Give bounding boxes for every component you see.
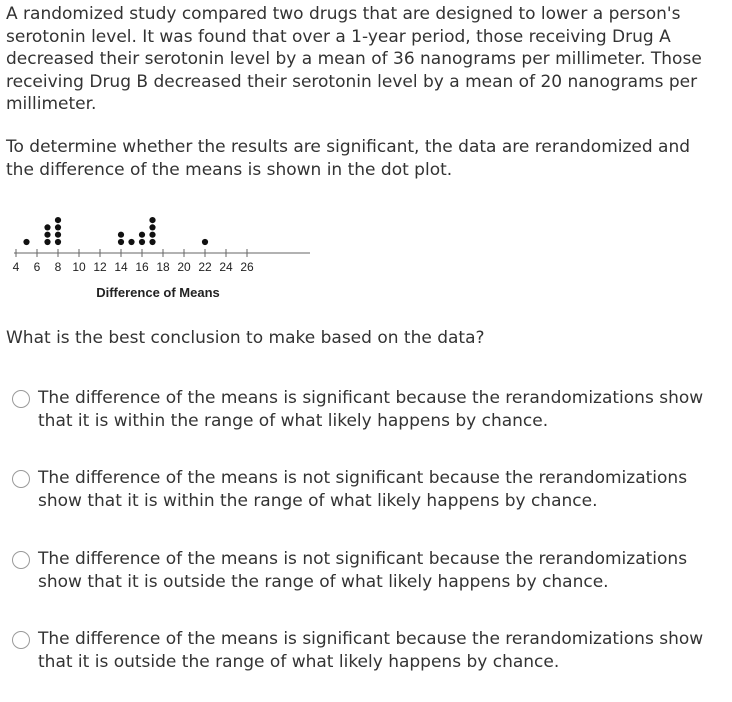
- option-b-label: The difference of the means is not significant because the rerandomizations show that it is within the range of what likely happens by chance.: [38, 468, 688, 511]
- data-dot: [55, 224, 61, 230]
- option-d[interactable]: [12, 628, 712, 678]
- tick-label: 8: [54, 260, 62, 274]
- tick-label: 6: [33, 260, 41, 274]
- data-dot: [55, 217, 61, 223]
- data-dot: [118, 239, 124, 245]
- data-dot: [149, 232, 155, 238]
- data-dot: [44, 239, 50, 245]
- dot-group: [23, 217, 208, 245]
- data-dot: [139, 232, 145, 238]
- tick-label: 22: [198, 260, 212, 274]
- tick-label: 20: [177, 260, 191, 274]
- tick-label: 18: [156, 260, 170, 274]
- tick-label: 12: [93, 260, 107, 274]
- tick-label: 14: [114, 260, 128, 274]
- data-dot: [139, 239, 145, 245]
- instruction-paragraph: To determine whether the results are significant, the data are rerandomized and the difference of the means is shown in the dot plot.: [6, 137, 691, 180]
- radio-button-d[interactable]: [12, 631, 30, 649]
- data-dot: [44, 224, 50, 230]
- data-dot: [149, 217, 155, 223]
- radio-button-c[interactable]: [12, 551, 30, 569]
- radio-button-a[interactable]: [12, 390, 30, 408]
- option-d-label: The difference of the means is significant because the rerandomizations show that it is outside the range of what likely happens by chance.: [38, 629, 704, 672]
- dot-plot: [0, 200, 330, 310]
- data-dot: [128, 239, 134, 245]
- option-c-label: The difference of the means is not significant because the rerandomizations show that it is outside the range of what likely happens by chance.: [38, 549, 688, 592]
- tick-label: 10: [72, 260, 86, 274]
- data-dot: [118, 232, 124, 238]
- data-dot: [23, 239, 29, 245]
- intro-paragraph: A randomized study compared two drugs that are designed to lower a person's serotonin level. It was found that over a 1-year period, those receiving Drug A decreased their serotonin level by a mean of 36 nanograms per millimeter. Those receiving Drug B decreased their serotonin level by a mean of 20 nanograms per millimeter.: [6, 4, 702, 114]
- option-b[interactable]: [12, 467, 712, 517]
- data-dot: [149, 239, 155, 245]
- option-a[interactable]: [12, 387, 712, 437]
- tick-label: 26: [240, 260, 254, 274]
- tick-label: 24: [219, 260, 233, 274]
- radio-button-b[interactable]: [12, 470, 30, 488]
- data-dot: [202, 239, 208, 245]
- tick-label: 4: [12, 260, 20, 274]
- option-a-label: The difference of the means is significant because the rerandomizations show that it is within the range of what likely happens by chance.: [38, 388, 704, 431]
- data-dot: [55, 232, 61, 238]
- option-c[interactable]: [12, 548, 712, 598]
- tick-label: 16: [135, 260, 149, 274]
- data-dot: [55, 239, 61, 245]
- data-dot: [44, 232, 50, 238]
- question-text: What is the best conclusion to make based on the data?: [6, 328, 485, 348]
- x-axis-label: Difference of Means: [96, 285, 220, 300]
- data-dot: [149, 224, 155, 230]
